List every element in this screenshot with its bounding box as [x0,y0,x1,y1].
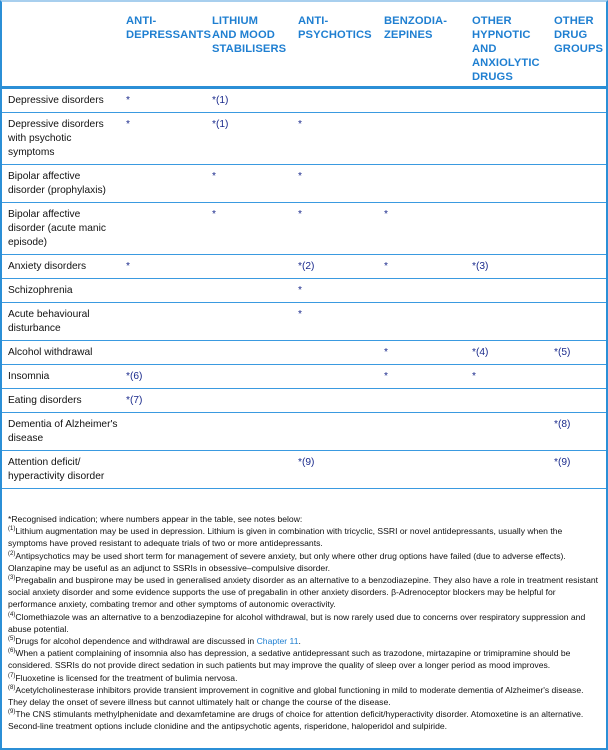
note-number: (6) [8,648,16,655]
indication-mark [120,341,206,365]
indication-mark: *(9) [298,457,315,468]
note-text: Antipsychotics may be used short term for management of severe anxiety, but only where other drug options have failed (due to adverse effects). Olanzapine may be useful as an adjunct to SSRIs in obsessive–compulsive disorder. [8,550,566,573]
indication-mark: * [126,261,130,272]
indication-mark: * [298,285,302,296]
notes-intro: *Recognised indication; where numbers appear in the table, see notes below: [8,514,303,524]
condition-cell: Schizophrenia [8,285,73,296]
indication-mark [548,255,606,279]
indication-mark: *(6) [126,371,143,382]
note-number: (2) [8,550,16,557]
header-line: DEPRESSANTS [126,29,212,41]
note-number: (7) [8,672,16,679]
condition-cell: Insomnia [8,371,50,382]
indication-mark [120,203,206,255]
indication-mark: *(1) [212,95,229,106]
condition-cell: Bipolar affective disorder (acute manic episode) [8,209,106,248]
note-text: When a patient complaining of insomnia also has depression, a sedative antidepressant such as trazodone, mirtazapine or trimipramine should be considered. SSRIs do not provide direct sedation in such patients but may improve the quality of sleep over a longer period as mood improves. [8,648,571,671]
note-item [8,672,600,684]
indication-mark: *(8) [554,419,571,430]
note-item [8,574,600,611]
table-header-row [2,2,606,88]
table-row [2,341,606,365]
table-row [2,279,606,303]
indication-mark [120,279,206,303]
indication-mark [548,279,606,303]
table-notes [8,513,600,733]
indication-mark [466,203,548,255]
indication-mark: *(7) [126,395,143,406]
indication-mark [206,279,292,303]
indication-mark [466,88,548,113]
table-body [2,88,606,489]
header-line: DRUG [554,29,588,41]
note-number: (3) [8,575,16,582]
note-item [8,550,600,574]
note-number: (1) [8,526,16,533]
header-line: LITHIUM [212,15,259,27]
condition-cell: Dementia of Alzheimer's disease [8,419,118,444]
indication-mark [206,303,292,341]
note-item [8,708,600,732]
header-cell-4 [378,2,466,88]
indication-mark [292,341,378,365]
indication-mark [466,279,548,303]
header-cell-1 [120,2,212,88]
note-item [8,525,600,549]
indication-mark [378,113,466,165]
indication-mark [120,165,206,203]
header-line: PSYCHOTICS [298,29,372,41]
chapter-link[interactable]: Chapter 11 [256,636,299,647]
note-text: Clomethiazole was an alternative to a benzodiazepine for alcohol withdrawal, but is now rarely used due to concerns over respiratory suppression and abuse potential. [8,611,586,634]
indication-mark [466,451,548,489]
table-row [2,113,606,165]
indication-mark [548,113,606,165]
header-line: OTHER HYPNOTIC [472,15,531,41]
header-line: ANTI- [126,15,157,27]
header-line: GROUPS [554,43,604,55]
notes-list [8,525,600,732]
header-line: DRUGS [472,71,513,83]
indication-mark [466,389,548,413]
indication-mark [378,165,466,203]
condition-cell: Depressive disorders with psychotic symptoms [8,119,104,158]
header-line: AND ANXIOLYTIC [472,43,540,69]
table-row [2,451,606,489]
indication-mark: * [384,209,388,220]
note-text: Pregabalin and buspirone may be used in generalised anxiety disorder as an alternative to a benzodiazepine. They also have a role in treatment resistant social anxiety disorder and some evidence supports the use of pregabalin in other anxiety disorders. β-Adrenoceptor blockers may be helpful for performance anxiety, combating tremor and other symptoms of autonomic overactivity. [8,575,599,610]
table-row [2,88,606,113]
indication-mark: * [126,119,130,130]
header-line: ZEPINES [384,29,433,41]
indications-table [2,2,606,489]
indication-mark: *(4) [472,347,489,358]
header-line: OTHER [554,15,594,27]
header-cell-condition [2,2,120,88]
indication-mark [466,413,548,451]
note-text: Drugs for alcohol dependence and withdrawal are discussed in [15,636,257,647]
indication-mark [206,413,292,451]
indication-mark: *(3) [472,261,489,272]
condition-cell: Attention deficit/ hyperactivity disorder [8,457,105,482]
indication-mark [120,413,206,451]
indication-mark [378,303,466,341]
header-cell-5 [466,2,548,88]
indication-mark [292,365,378,389]
indication-mark [120,451,206,489]
indication-mark [378,451,466,489]
indication-mark: * [126,95,130,106]
table-row [2,203,606,255]
note-text: Acetylcholinesterase inhibitors provide transient improvement in cognitive and global functioning in mild to moderate dementia of Alzheimer's disease. They delay the onset of severe illness but cannot ultimately halt or change the course of the disease. [8,684,584,708]
note-text: The CNS stimulants methylphenidate and dexamfetamine are drugs of choice for attention deficit/hyperactivity disorder. Atomoxetine is an alternative. Second-line treatment options include clonidine and the antipsychotic agents, risperidone, haloperidol and sulpiride. [8,709,584,732]
header-cell-3 [292,2,378,88]
header-line: BENZODIA- [384,15,448,27]
indication-mark [206,389,292,413]
indication-mark [548,165,606,203]
note-number: (8) [8,684,16,691]
note-item [8,647,600,671]
note-number: (4) [8,611,16,618]
indication-mark [466,113,548,165]
indication-mark [378,389,466,413]
indication-mark [378,88,466,113]
condition-cell: Alcohol withdrawal [8,347,93,358]
condition-cell: Anxiety disorders [8,261,87,272]
table-row [2,255,606,279]
table-row [2,365,606,389]
note-text: Lithium augmentation may be used in depression. Lithium is given in combination with tricyclic, SSRI or novel antidepressants, usually when the symptoms have proved resistant to adequate trials of two or more antidepressants. [8,526,563,549]
indication-mark [548,303,606,341]
note-item [8,611,600,635]
indication-mark [378,279,466,303]
table-row [2,165,606,203]
header-line: STABILISERS [212,43,287,55]
note-number: (5) [8,636,16,643]
indication-mark [206,451,292,489]
indication-mark: * [298,209,302,220]
header-line: AND MOOD [212,29,275,41]
indication-mark: * [212,171,216,182]
note-text: Fluoxetine is licensed for the treatment of bulimia nervosa. [15,672,238,683]
header-cell-2 [206,2,292,88]
indication-mark [292,413,378,451]
indication-mark [548,389,606,413]
indication-mark: *(1) [212,119,229,130]
indication-mark [206,365,292,389]
indication-mark [292,389,378,413]
condition-cell: Depressive disorders [8,95,104,106]
indication-mark [548,365,606,389]
indication-mark: * [298,309,302,320]
note-item [8,684,600,708]
indication-mark: * [384,261,388,272]
indication-mark: * [384,347,388,358]
indication-mark [378,413,466,451]
header-cell-6 [548,2,606,88]
indication-mark: * [384,371,388,382]
indication-mark: * [298,119,302,130]
table-row [2,303,606,341]
indication-mark [548,88,606,113]
indication-mark: * [298,171,302,182]
indication-mark [206,255,292,279]
indication-mark: * [212,209,216,220]
condition-cell: Eating disorders [8,395,82,406]
indication-mark [206,341,292,365]
note-text-end: . [298,636,301,647]
condition-cell: Bipolar affective disorder (prophylaxis) [8,171,106,196]
table-row [2,389,606,413]
condition-cell: Acute behavioural disturbance [8,309,90,334]
indication-mark: * [472,371,476,382]
note-item [8,635,600,647]
indication-mark [292,88,378,113]
indication-mark [120,303,206,341]
indication-mark: *(9) [554,457,571,468]
indication-mark: *(2) [298,261,315,272]
table-row [2,413,606,451]
indication-mark [466,165,548,203]
indication-mark: *(5) [554,347,571,358]
note-number: (9) [8,709,16,716]
indication-mark [548,203,606,255]
header-line: ANTI- [298,15,329,27]
indication-mark [466,303,548,341]
